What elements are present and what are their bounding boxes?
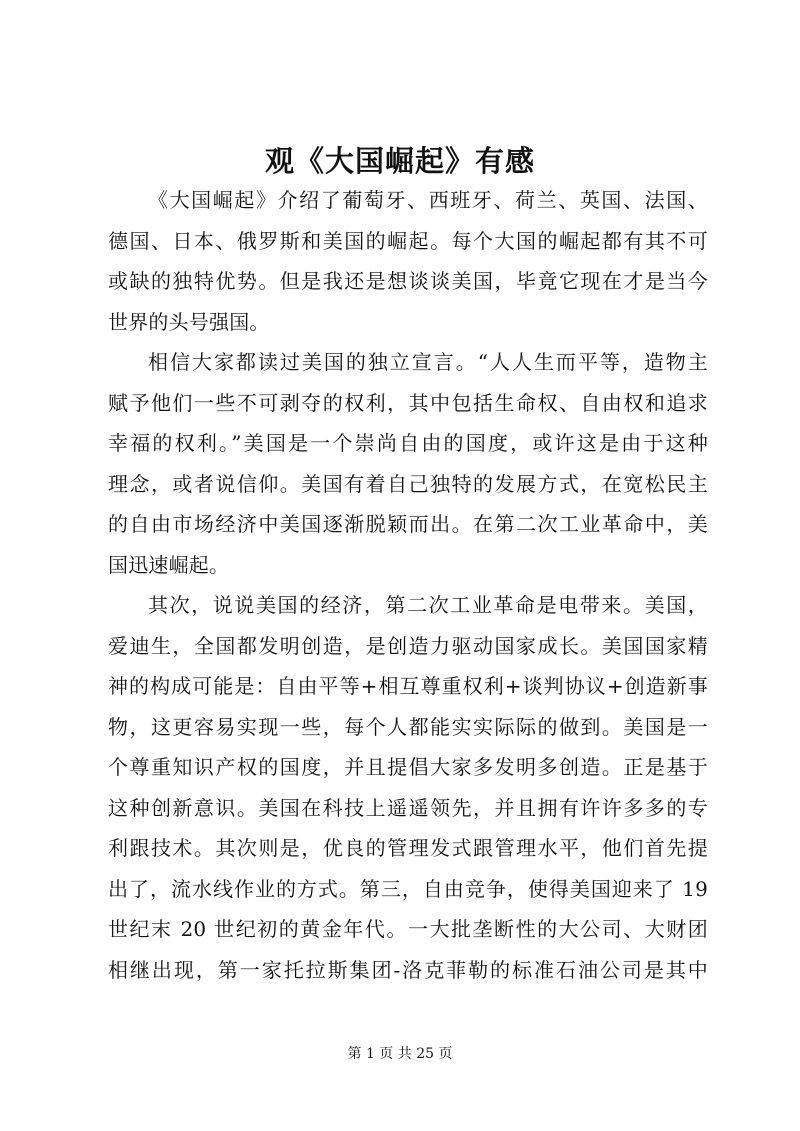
text-line: 或缺的独特优势。但是我还是想谈谈美国，毕竟它现在才是当今 <box>108 269 708 293</box>
text-line: 相继出现，第一家托拉斯集团-洛克菲勒的标准石油公司是其中 <box>108 957 708 982</box>
text-line: 神的构成可能是：自由平等+相互尊重权利+谈判协议+创造新事 <box>108 674 708 698</box>
text-line: 世纪末 20 世纪初的黄金年代。一大批垄断性的大公司、大财团 <box>108 917 708 941</box>
paragraph-3 <box>108 585 708 990</box>
text-line: 《大国崛起》介绍了葡萄牙、西班牙、荷兰、英国、法国、 <box>148 188 708 212</box>
page-number: 第 1 页 共 25 页 <box>347 1046 453 1062</box>
paragraph-1 <box>108 180 708 342</box>
text-line: 世界的头号强国。 <box>108 309 270 334</box>
text-line: 相信大家都读过美国的独立宣言。“人人生而平等，造物主 <box>148 350 708 374</box>
text-line: 理念，或者说信仰。美国有着自己独特的发展方式，在宽松民主 <box>108 471 708 496</box>
text-line: 利跟技术。其次则是，优良的管理发式跟管理水平，他们首先提 <box>108 836 708 860</box>
document-body <box>108 180 708 990</box>
text-line: 出了，流水线作业的方式。第三，自由竞争，使得美国迎来了 19 <box>108 876 708 901</box>
text-line: 德国、日本、俄罗斯和美国的崛起。每个大国的崛起都有其不可 <box>108 228 708 253</box>
text-line: 个尊重知识产权的国度，并且提倡大家多发明多创造。正是基于 <box>108 755 708 779</box>
text-line: 的自由市场经济中美国逐渐脱颖而出。在第二次工业革命中，美 <box>108 512 708 536</box>
text-line: 赋予他们一些不可剥夺的权利，其中包括生命权、自由权和追求 <box>108 390 708 415</box>
text-line: 爱迪生，全国都发明创造，是创造力驱动国家成长。美国国家精 <box>108 633 708 658</box>
text-line: 物，这更容易实现一些，每个人都能实实际际的做到。美国是一 <box>108 714 708 739</box>
text-line: 幸福的权利。”美国是一个崇尚自由的国度，或许这是由于这种 <box>108 431 708 455</box>
text-line: 国迅速崛起。 <box>108 552 230 577</box>
text-line: 其次，说说美国的经济，第二次工业革命是电带来。美国， <box>148 593 708 617</box>
paragraph-2 <box>108 342 708 585</box>
text-line: 这种创新意识。美国在科技上遥遥领先，并且拥有许许多多的专 <box>108 795 708 820</box>
page-title: 观《大国崛起》有感 <box>264 144 535 178</box>
